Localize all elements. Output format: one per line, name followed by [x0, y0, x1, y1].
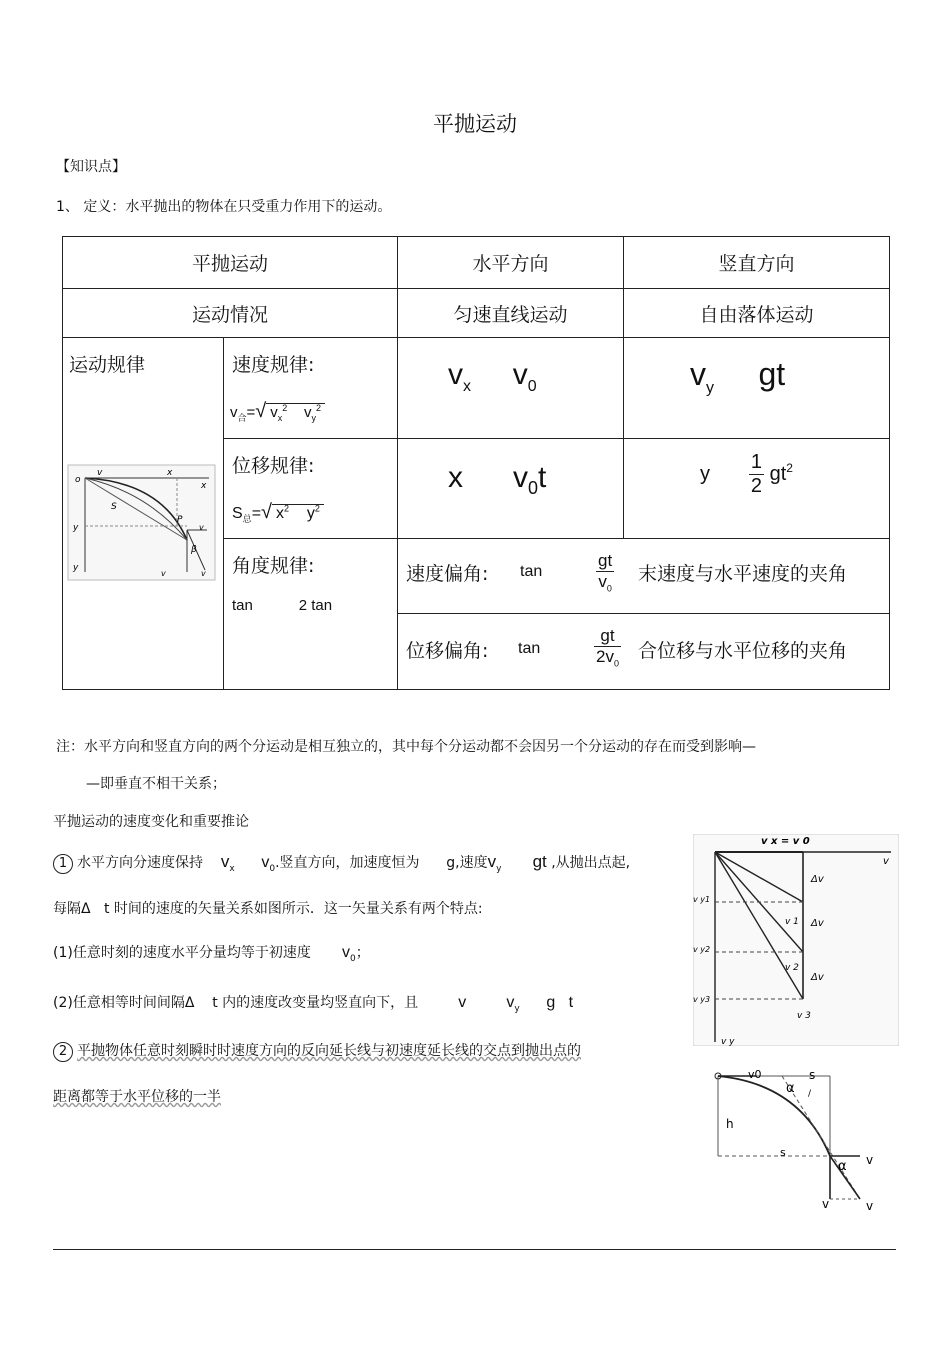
- angle-relation-formula: tan 2 tan: [232, 597, 333, 614]
- paragraph-3: (1)任意时刻的速度水平分量均等于初速度 $v_0$；: [53, 944, 370, 964]
- fig2-v1-label: v 1: [785, 917, 799, 927]
- vertical-displacement-formula: y $\frac{1}{2}$ $gt^2$: [700, 451, 793, 497]
- speed-angle-fraction: $\frac{gt}{v_0}$: [598, 551, 613, 594]
- page-title: 平抛运动: [433, 112, 517, 136]
- vertical-speed-formula: $v_y$ gt: [690, 356, 786, 397]
- fig1-v0-label: v: [97, 468, 103, 478]
- fig1-vx-label: v: [199, 523, 204, 532]
- paragraph-5: 2 平抛物体任意时刻瞬时时速度方向的反向延长线与初速度延长线的交点到抛出点的: [53, 1040, 581, 1062]
- speed-resultant-formula: $v_合=√$ $v_x^2$ $v_y^2$: [230, 400, 325, 424]
- fig1-y-axis-label: y: [73, 563, 79, 573]
- rules-label: 运动规律: [69, 354, 146, 376]
- fig1-x-axis-label: x: [201, 481, 207, 491]
- circled-number-2: 2: [53, 1042, 73, 1062]
- vertical-speed-cell: [624, 338, 890, 439]
- fig2-vx-equals-v0-label: v x = v 0: [761, 836, 810, 847]
- fig1-x-label: x: [167, 468, 173, 478]
- fig1-vy-label: v: [161, 569, 166, 578]
- circled-number-1: 1: [53, 854, 73, 874]
- paragraph-6: 距离都等于水平位移的一半: [53, 1089, 221, 1105]
- horizontal-displacement-formula: x $v_0t$: [448, 461, 547, 498]
- fig2-delta-v-2: Δv: [811, 918, 824, 929]
- displacement-angle-label: 位移偏角:: [406, 640, 489, 662]
- fig2-delta-v-1: Δv: [811, 874, 824, 885]
- vertical-motion-cell: 自由落体运动: [624, 289, 890, 338]
- velocity-vector-figure: [693, 834, 899, 1046]
- speed-angle-row: [398, 539, 889, 614]
- fig1-p-label: P: [177, 515, 183, 525]
- subheading: 平抛运动的速度变化和重要推论: [53, 814, 249, 830]
- fig1-s-label: S: [111, 502, 117, 512]
- displacement-resultant-formula: $S_总=√$ $x^2$ $y^2$: [232, 501, 324, 525]
- angle-rule-label: 角度规律:: [232, 555, 315, 577]
- projectile-geometry-figure: [710, 1064, 890, 1214]
- fig2-vx-axis-label: v: [883, 856, 889, 867]
- horizontal-speed-formula: $v_x$ $v_0$: [448, 358, 537, 395]
- rules-label-cell: [63, 338, 224, 690]
- displacement-angle-row: [398, 614, 889, 689]
- fig3-slash-mark: /: [808, 1089, 812, 1099]
- fig3-s-bottom: s: [780, 1146, 786, 1159]
- header-cell-vertical: 竖直方向: [624, 237, 890, 289]
- speed-rule-cell: [224, 338, 398, 439]
- speed-angle-label: 速度偏角:: [406, 563, 489, 585]
- fig2-vy2-label: v y2: [693, 945, 711, 954]
- paragraph-4: (2)任意相等时间间隔Δ t 内的速度改变量均竖直向下，且 v $v_y$ g t: [53, 994, 574, 1014]
- section-label: 【知识点】: [56, 159, 126, 175]
- displacement-angle-fraction: $\frac{gt}{2v_0}$: [596, 626, 619, 669]
- displacement-angle-description: 合位移与水平位移的夹角: [638, 640, 848, 662]
- angle-rule-cell: [224, 539, 398, 690]
- note-line-2: —即垂直不相干关系；: [86, 776, 226, 792]
- fig3-v-right: v: [866, 1153, 874, 1167]
- fig3-alpha-bottom: α: [838, 1159, 847, 1174]
- fig2-v3-label: v 3: [797, 1011, 811, 1021]
- speed-angle-description: 末速度与水平速度的夹角: [638, 563, 848, 585]
- vertical-displacement-cell: [624, 439, 890, 539]
- header-cell-horizontal: 水平方向: [398, 237, 624, 289]
- fig1-y-label: y: [73, 523, 79, 533]
- fig3-v-result: v: [866, 1199, 874, 1213]
- fig1-beta-label: β: [191, 545, 197, 555]
- fig3-alpha-top: α: [786, 1081, 795, 1096]
- trajectory-figure: [67, 464, 217, 582]
- speed-rule-label: 速度规律:: [232, 354, 315, 376]
- paragraph-1: 1 水平方向分速度保持 $v_x$ $v_0$.竖直方向，加速度恒为 g,速度$v_y$ gt ,从抛出点起,: [53, 852, 630, 874]
- definition-text: 1、 定义：水平抛出的物体在只受重力作用下的运动。: [56, 199, 392, 215]
- horizontal-motion-cell: 匀速直线运动: [398, 289, 624, 338]
- note-line-1: 注：水平方向和竖直方向的两个分运动是相互独立的，其中每个分运动都不会因另一个分运动的存在而受到影响—: [56, 739, 756, 755]
- fig2-delta-v-3: Δv: [811, 972, 824, 983]
- displacement-rule-cell: [224, 439, 398, 539]
- header-cell-motion: 平抛运动: [63, 237, 398, 289]
- speed-angle-tan: tan: [520, 563, 543, 580]
- displacement-rule-label: 位移规律:: [232, 455, 315, 477]
- fig2-vy1-label: v y1: [693, 895, 711, 904]
- horizontal-speed-cell: [398, 338, 624, 439]
- angle-detail-cell: [398, 539, 890, 690]
- fig3-h-label: h: [726, 1117, 734, 1131]
- summary-table: [62, 236, 890, 690]
- fig3-s-top: s: [809, 1068, 816, 1082]
- horizontal-displacement-cell: [398, 439, 624, 539]
- displacement-angle-tan: tan: [518, 640, 541, 657]
- fig1-o-label: o: [75, 475, 81, 485]
- fig2-vy3-label: v y3: [693, 995, 711, 1004]
- fig1-vt-label: v: [201, 569, 206, 578]
- fig2-vy-axis-label: v y: [721, 1037, 735, 1046]
- fig2-v2-label: v 2: [785, 963, 799, 973]
- fig3-v-down: v: [822, 1197, 830, 1211]
- paragraph-2: 每隔Δ t 时间的速度的矢量关系如图所示．这一矢量关系有两个特点:: [53, 901, 483, 917]
- row-label-motion: 运动情况: [63, 289, 398, 338]
- footer-divider: [53, 1249, 896, 1250]
- fig3-v0-label: v0: [748, 1068, 762, 1081]
